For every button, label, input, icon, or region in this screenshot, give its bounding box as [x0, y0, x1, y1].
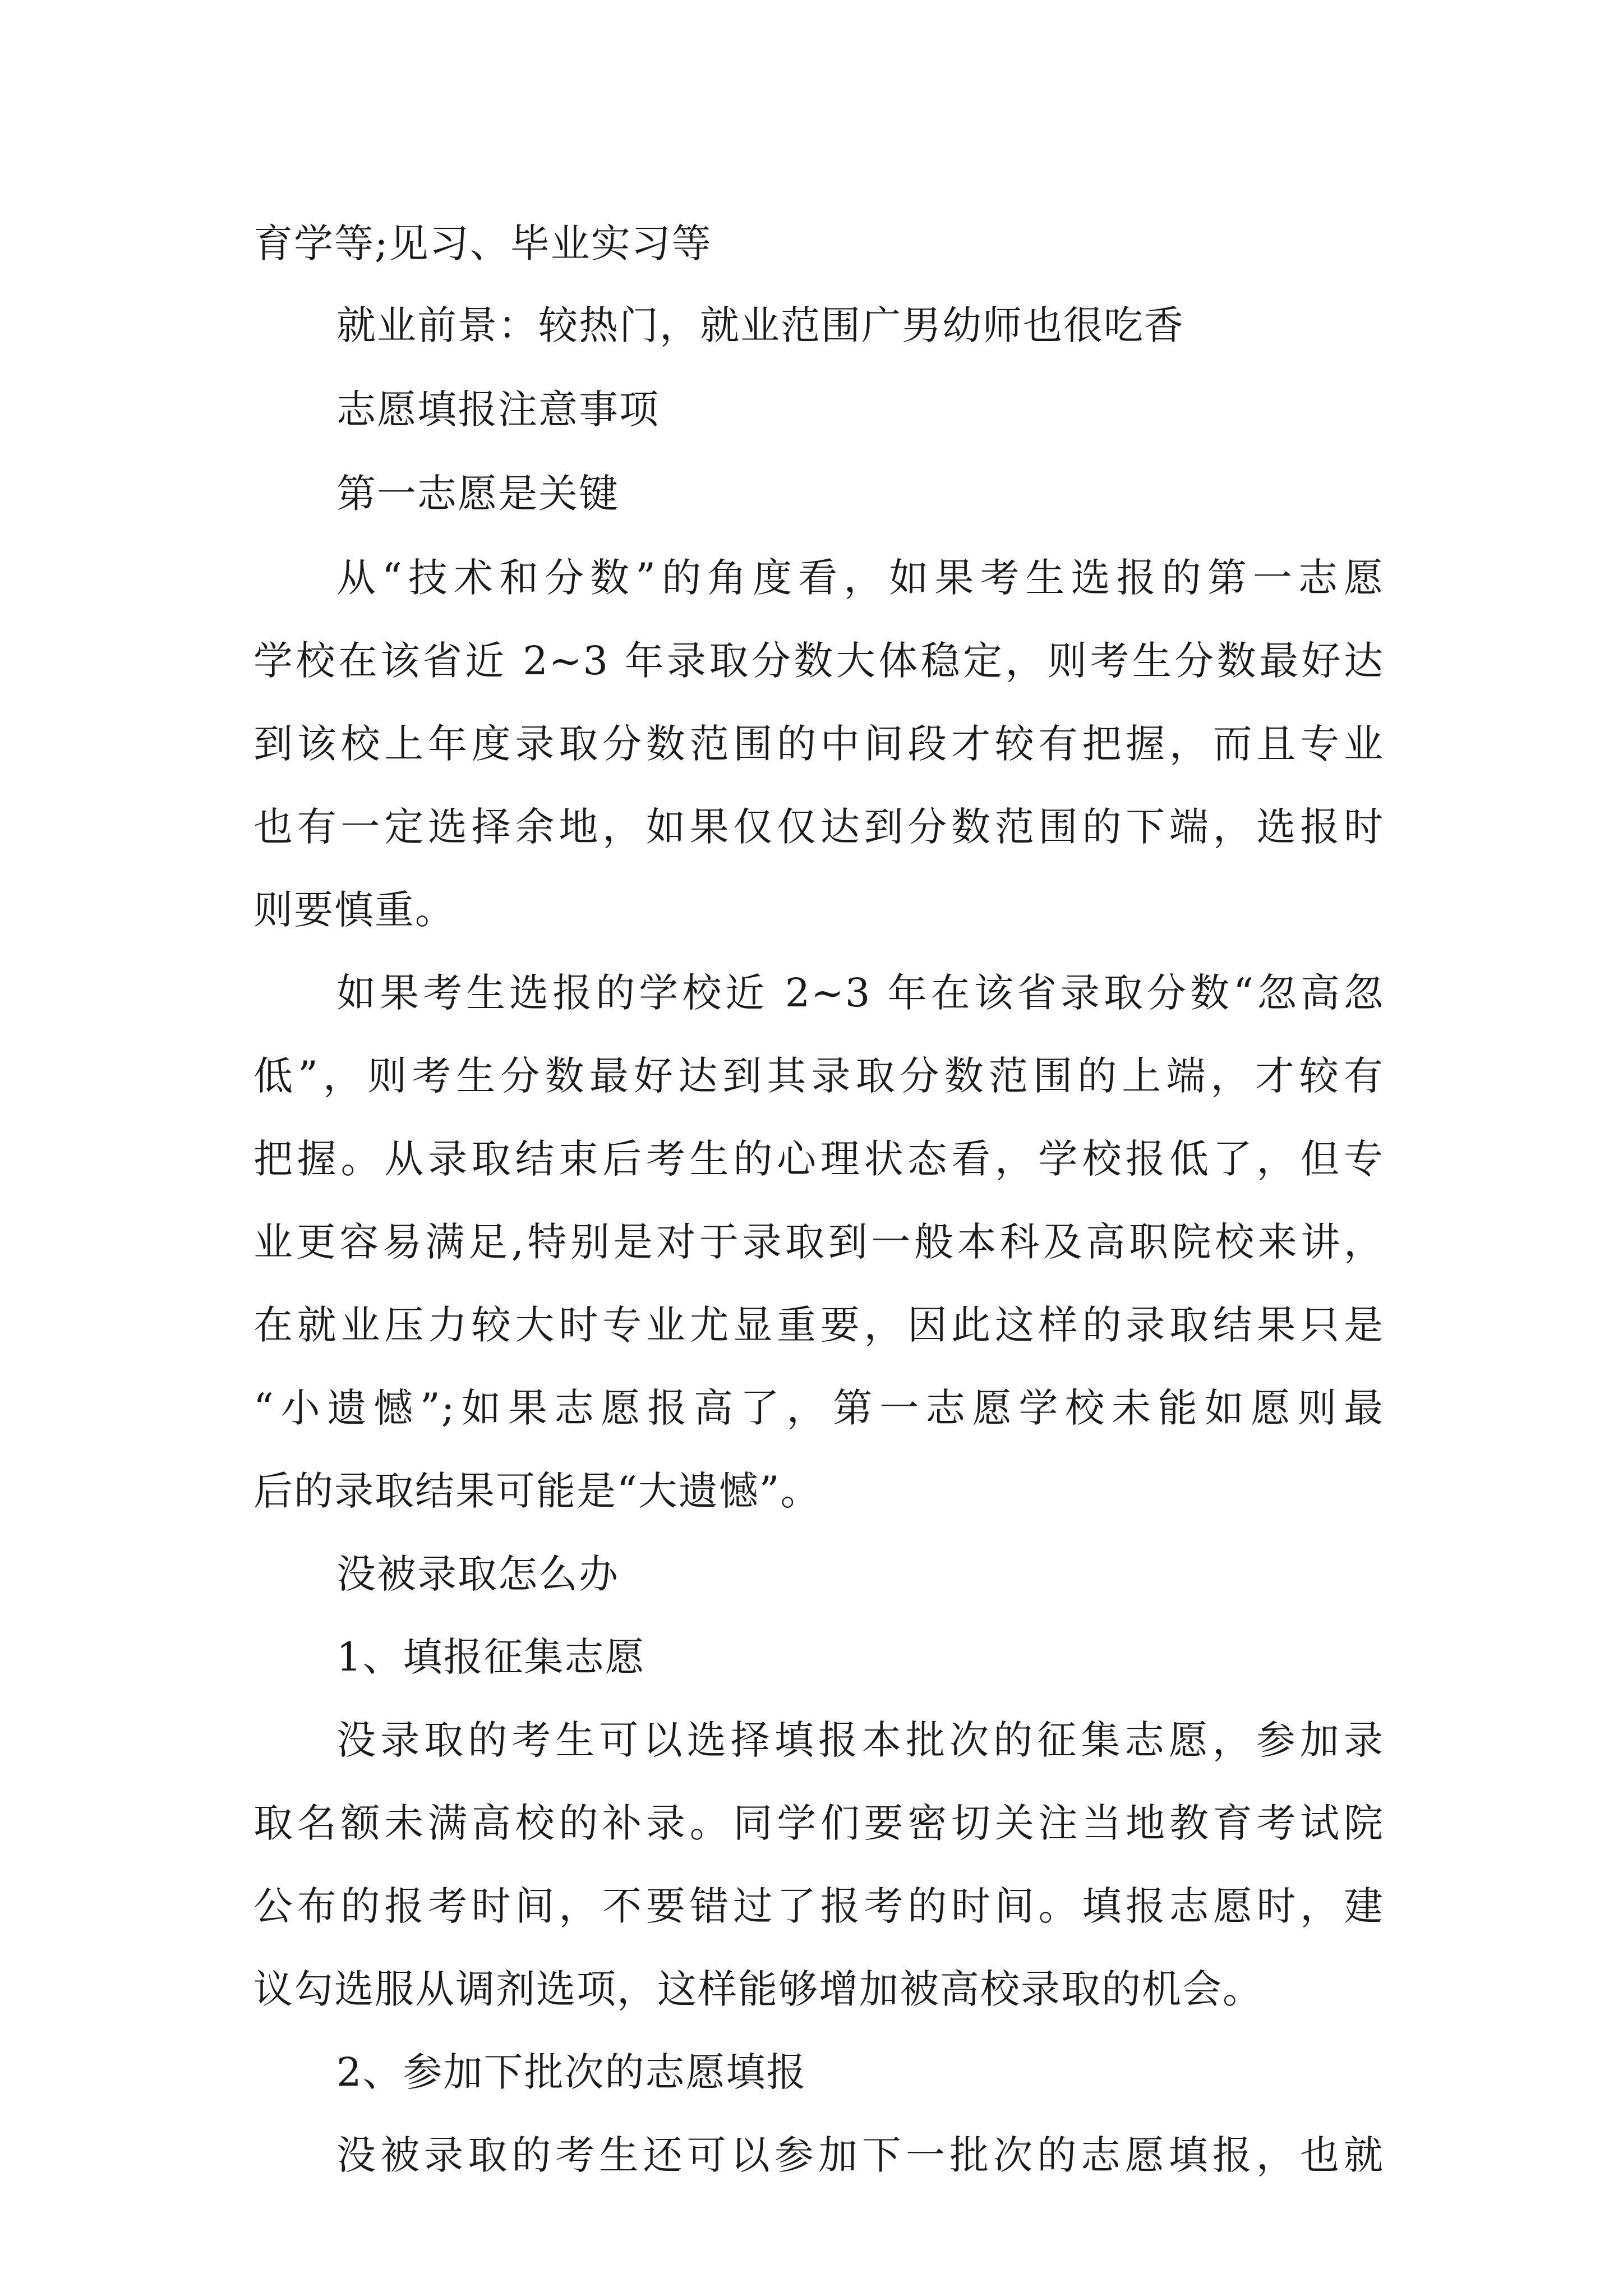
paragraph-line: 议勾选服从调剂选项，这样能够增加被高校录取的机会。	[253, 1966, 1263, 2012]
paragraph-line: 则要慎重。	[253, 887, 455, 933]
paragraph-line: 从“技术和分数”的角度看，如果考生选报的第一志愿	[336, 555, 1384, 601]
paragraph-line: 学校在该省近 2~3 年录取分数大体稳定，则考生分数最好达	[253, 638, 1384, 684]
paragraph-line: 在就业压力较大时专业尤显重要，因此这样的录取结果只是	[253, 1302, 1384, 1348]
paragraph-line: 到该校上年度录取分数范围的中间段才较有把握，而且专业	[253, 721, 1384, 767]
subsection-heading: 第一志愿是关键	[336, 471, 619, 517]
section-heading: 没被录取怎么办	[336, 1551, 619, 1597]
text-line: 育学等;见习、毕业实习等	[253, 220, 712, 266]
paragraph-line: 如果考生选报的学校近 2~3 年在该省录取分数“忽高忽	[336, 970, 1384, 1016]
paragraph-line: 业更容易满足,特别是对于录取到一般本科及高职院校来讲，	[253, 1219, 1384, 1265]
paragraph-line: 低”，则考生分数最好达到其录取分数范围的上端，才较有	[253, 1053, 1384, 1099]
paragraph-line: 也有一定选择余地，如果仅仅达到分数范围的下端，选报时	[253, 804, 1384, 850]
paragraph-line: 没录取的考生可以选择填报本批次的征集志愿，参加录	[336, 1717, 1384, 1763]
section-heading: 志愿填报注意事项	[336, 386, 660, 432]
paragraph-line: “小遗憾”;如果志愿报高了，第一志愿学校未能如愿则最	[253, 1385, 1384, 1431]
text-line: 就业前景：较热门，就业范围广男幼师也很吃香	[336, 302, 1184, 348]
paragraph-line: 公布的报考时间，不要错过了报考的时间。填报志愿时，建	[253, 1883, 1384, 1929]
paragraph-line: 取名额未满高校的补录。同学们要密切关注当地教育考试院	[253, 1800, 1384, 1846]
paragraph-line: 后的录取结果可能是“大遗憾”。	[253, 1468, 821, 1514]
subsection-heading: 2、参加下批次的志愿填报	[336, 2049, 807, 2095]
paragraph-line: 把握。从录取结束后考生的心理状态看，学校报低了，但专	[253, 1136, 1384, 1182]
paragraph-line: 没被录取的考生还可以参加下一批次的志愿填报，也就	[336, 2132, 1384, 2178]
subsection-heading: 1、填报征集志愿	[336, 1634, 645, 1680]
